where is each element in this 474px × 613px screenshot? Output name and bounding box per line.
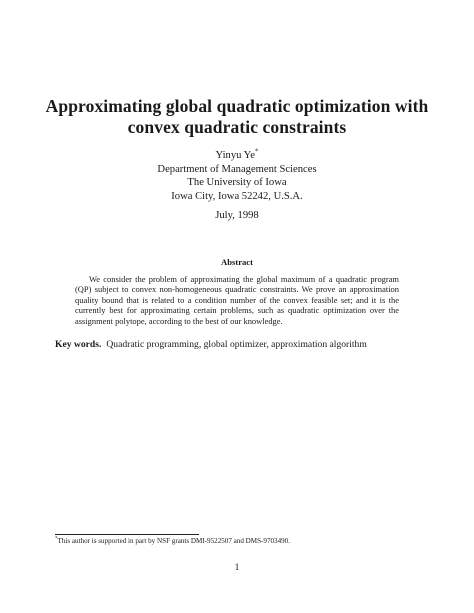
- title-line-1: Approximating global quadratic optimization with: [45, 96, 429, 116]
- paper-title: [0, 96, 474, 138]
- keywords-label: Key words.: [55, 339, 102, 350]
- author-department: Department of Management Sciences: [157, 163, 317, 175]
- footnote-text: This author is supported in part by NSF grants DMI-9522507 and DMS-9703490.: [57, 537, 291, 545]
- author-footnote-mark: *: [254, 147, 259, 156]
- author-line: [0, 149, 474, 163]
- footnote-divider: [55, 534, 199, 535]
- title-line-2: convex quadratic constraints: [127, 117, 347, 137]
- abstract-text: We consider the problem of approximating the global maximum of a quadratic program (QP) subject to convex non-homogeneous quadratic constraints. We prove an approximation quality bound that is related to a condition number of the convex feasible set; and it is the currently best for approximating certain problems, such as quadratic optimization over the assignment polytope, according to the best of our knowledge.: [75, 274, 399, 326]
- abstract-heading: Abstract: [221, 257, 253, 267]
- author-university: The University of Iowa: [187, 177, 287, 188]
- author-name: Yinyu Ye: [215, 150, 255, 161]
- keywords-text: Quadratic programming, global optimizer, approximation algorithm: [106, 339, 367, 350]
- author-address: Iowa City, Iowa 52242, U.S.A.: [171, 190, 303, 202]
- footnote: [55, 537, 425, 546]
- paper-date: July, 1998: [215, 210, 259, 221]
- page-number: 1: [234, 562, 240, 573]
- keywords: [55, 339, 425, 351]
- author-block: [0, 149, 474, 203]
- footnote-mark: *: [55, 536, 58, 542]
